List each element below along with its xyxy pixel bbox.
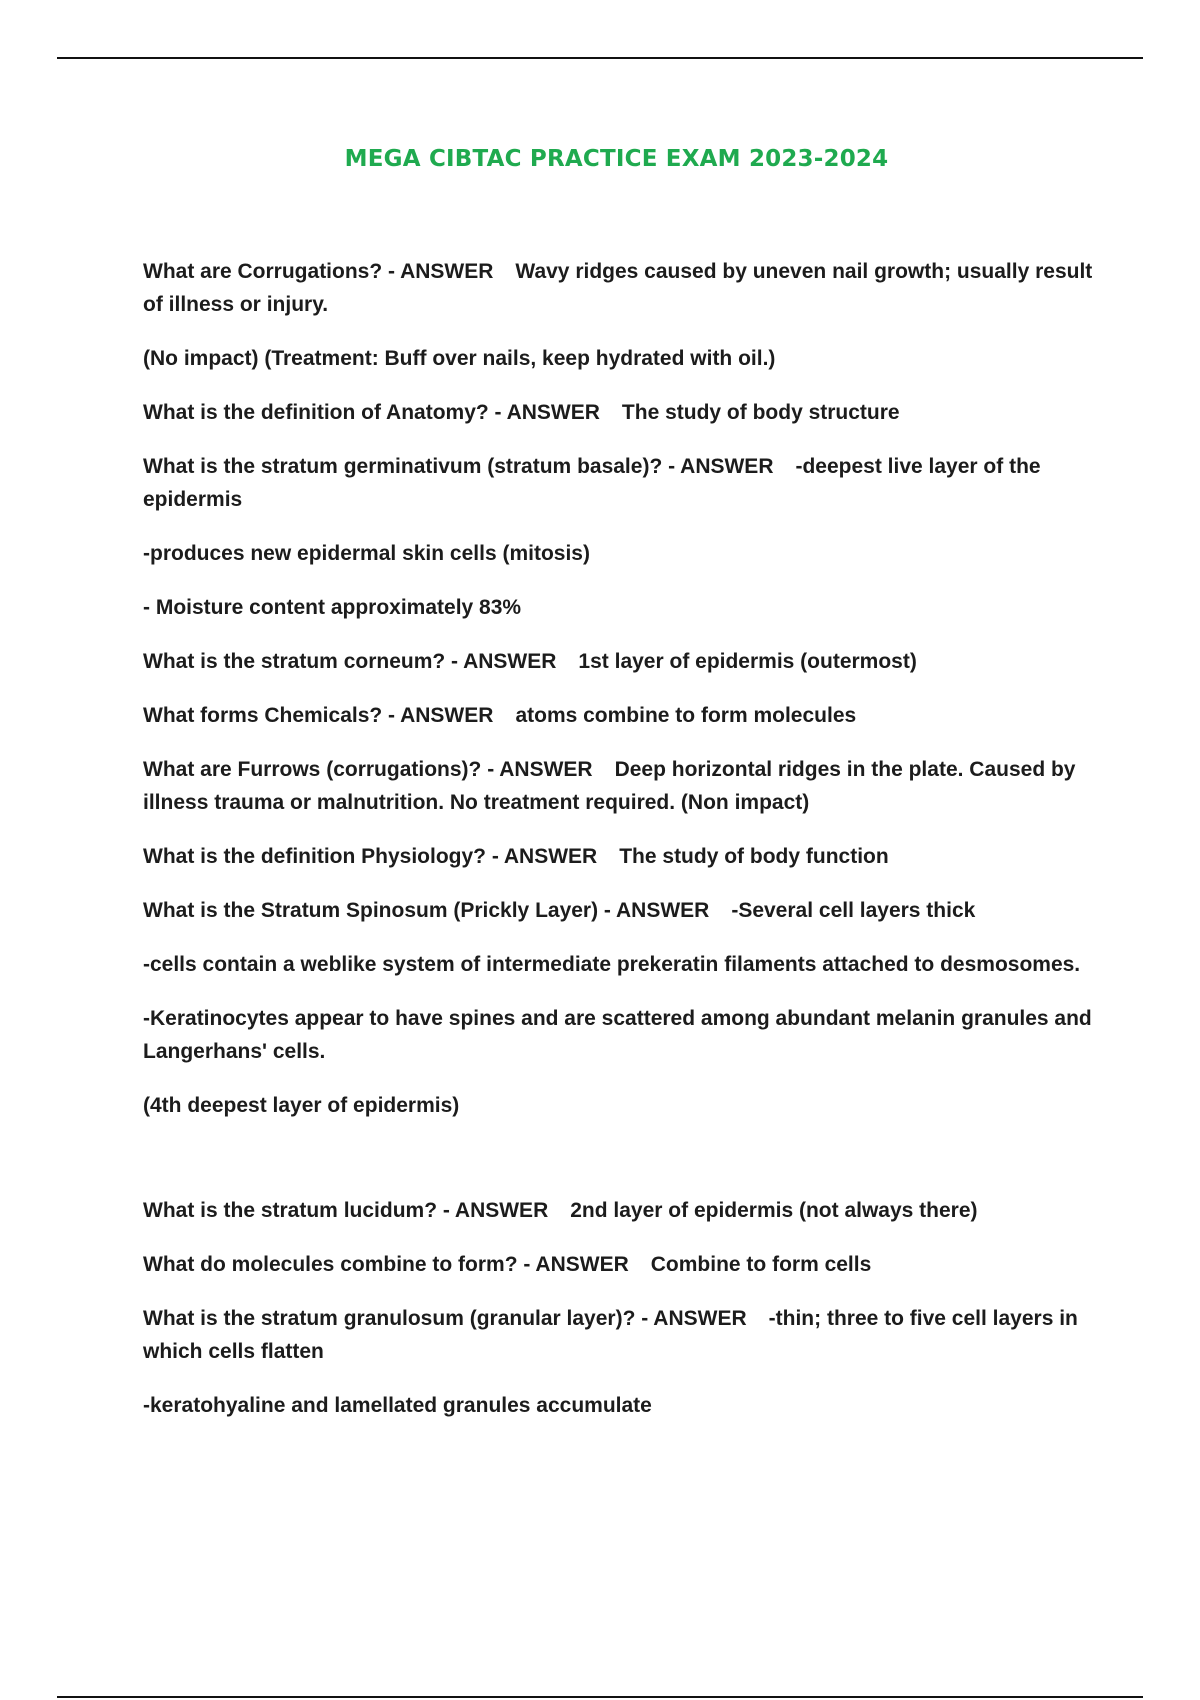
answer: -Several cell layers thick <box>731 899 976 922</box>
top-rule <box>57 57 1143 59</box>
answer: -thin; three to five cell layers in which cells flatten <box>143 1307 1078 1363</box>
question: What is the stratum germinativum (stratum basale)? - ANSWER <box>143 455 774 478</box>
bottom-rule <box>57 1696 1143 1698</box>
qa-corrugations <box>143 255 1103 321</box>
note-mitosis: -produces new epidermal skin cells (mitosis) <box>143 542 590 565</box>
answer: Deep horizontal ridges in the plate. Caused by illness trauma or malnutrition. No treatment required. (Non impact) <box>143 758 1076 814</box>
question: What is the definition Physiology? - ANSWER <box>143 845 598 868</box>
question: What is the stratum lucidum? - ANSWER <box>143 1199 549 1222</box>
qa-chemicals <box>143 699 1103 732</box>
question: What do molecules combine to form? - ANSWER <box>143 1253 629 1276</box>
answer: 2nd layer of epidermis (not always there) <box>570 1199 978 1222</box>
document-body <box>143 255 1103 1443</box>
qa-furrows <box>143 753 1103 819</box>
answer: atoms combine to form molecules <box>515 704 857 727</box>
qa-stratum-granulosum <box>143 1302 1103 1368</box>
note-4th-layer: (4th deepest layer of epidermis) <box>143 1094 460 1117</box>
question: What is the Stratum Spinosum (Prickly Layer) - ANSWER <box>143 899 710 922</box>
qa-stratum-spinosum <box>143 894 1103 927</box>
qa-stratum-lucidum <box>143 1194 1103 1227</box>
question: What is the stratum corneum? - ANSWER <box>143 650 557 673</box>
question: What forms Chemicals? - ANSWER <box>143 704 494 727</box>
answer: Combine to form cells <box>650 1253 872 1276</box>
answer: The study of body function <box>619 845 889 868</box>
answer: -deepest live layer of the epidermis <box>143 455 1041 511</box>
qa-physiology <box>143 840 1103 873</box>
question: What is the definition of Anatomy? - ANSWER <box>143 401 600 424</box>
answer: 1st layer of epidermis (outermost) <box>578 650 917 673</box>
qa-molecules <box>143 1248 1103 1281</box>
qa-stratum-germinativum <box>143 450 1103 516</box>
note-keratinocytes: -Keratinocytes appear to have spines and are scattered among abundant melanin granules and Langerhans' cells. <box>143 1007 1092 1063</box>
note-granules: -keratohyaline and lamellated granules accumulate <box>143 1394 652 1417</box>
note-prekeratin: -cells contain a weblike system of intermediate prekeratin filaments attached to desmosomes. <box>143 953 1081 976</box>
note-no-impact: (No impact) (Treatment: Buff over nails, keep hydrated with oil.) <box>143 347 776 370</box>
answer: Wavy ridges caused by uneven nail growth; usually result of illness or injury. <box>143 260 1093 316</box>
page-title: MEGA CIBTAC PRACTICE EXAM 2023-2024 <box>344 146 889 172</box>
question: What are Furrows (corrugations)? - ANSWER <box>143 758 593 781</box>
question: What are Corrugations? - ANSWER <box>143 260 494 283</box>
note-moisture: - Moisture content approximately 83% <box>143 596 522 619</box>
qa-stratum-corneum <box>143 645 1103 678</box>
question: What is the stratum granulosum (granular layer)? - ANSWER <box>143 1307 747 1330</box>
qa-anatomy <box>143 396 1103 429</box>
answer: The study of body structure <box>621 401 900 424</box>
